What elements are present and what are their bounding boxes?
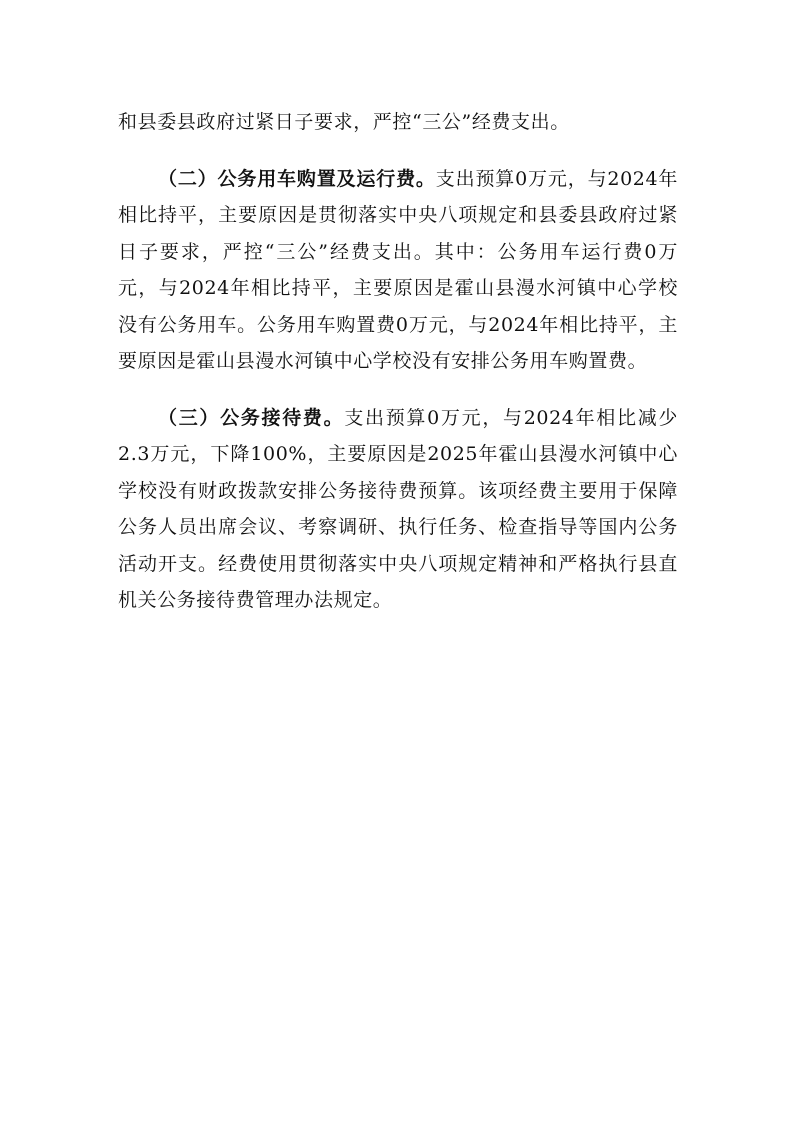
paragraph-body: 支出预算0万元，与2024年相比持平，主要原因是贯彻落实中央八项规定和县委县政府过紧日子要求，严控“三公”经费支出。其中：公务用车运行费0万元，与2024年相比持平，主要原因是霍山县漫水河镇中心学校没有公务用车。公务用车购置费0万元，与2024年相比持平，主要原因是霍山县漫水河镇中心学校没有安排公务用车购置费。: [118, 167, 679, 372]
document-body: [118, 104, 678, 619]
section-heading-vehicle: （二）公务用车购置及运行费。: [158, 167, 436, 190]
paragraph-body: 支出预算0万元，与2024年相比减少2.3万元，下降100%，主要原因是2025年霍山县漫水河镇中心学校没有财政拨款安排公务接待费预算。该项经费主要用于保障公务人员出席会议、考察调研、执行任务、检查指导等国内公务活动开支。经费使用贯彻落实中央八项规定精神和严格执行县直机关公务接待费管理办法规定。: [118, 406, 678, 611]
paragraph-reception-expenses: [118, 400, 678, 619]
paragraph-continuation: [118, 104, 678, 141]
paragraph-body: 和县委县政府过紧日子要求，严控“三公”经费支出。: [118, 111, 570, 133]
paragraph-vehicle-expenses: [118, 161, 678, 380]
section-heading-reception: （三）公务接待费。: [158, 406, 345, 429]
